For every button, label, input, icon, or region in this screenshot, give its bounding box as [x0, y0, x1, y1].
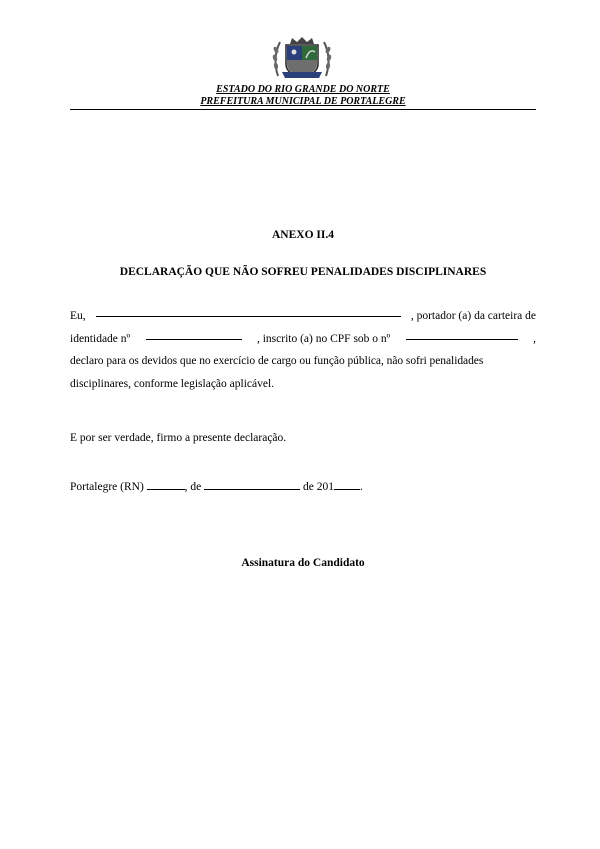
text-comma: , — [533, 332, 536, 345]
date-line — [70, 478, 363, 493]
paragraph-line-1 — [70, 305, 536, 328]
text-identidade: identidade nº — [70, 332, 131, 345]
header-state: ESTADO DO RIO GRANDE DO NORTE — [216, 84, 390, 95]
name-blank-field[interactable] — [96, 305, 401, 317]
date-de-2: de 201 — [303, 481, 334, 493]
declaration-paragraph — [70, 305, 536, 395]
day-blank-field[interactable] — [147, 478, 185, 490]
header-prefecture: PREFEITURA MUNICIPAL DE PORTALEGRE — [200, 96, 406, 107]
date-city: Portalegre (RN) — [70, 481, 144, 493]
cpf-blank-field[interactable] — [406, 328, 518, 340]
year-blank-field[interactable] — [334, 478, 360, 490]
municipal-coat-of-arms-icon — [270, 36, 334, 80]
month-blank-field[interactable] — [204, 478, 300, 490]
text-portador: , portador (a) da carteira de — [410, 310, 536, 322]
text-cpf: , inscrito (a) no CPF sob o nº — [256, 332, 391, 345]
text-eu: Eu, — [70, 310, 86, 322]
declaration-title: DECLARAÇÃO QUE NÃO SOFREU PENALIDADES DISCIPLINARES — [119, 266, 487, 278]
date-end: . — [360, 481, 363, 493]
annex-title: ANEXO II.4 — [272, 229, 334, 241]
date-de-1: , de — [184, 481, 202, 493]
paragraph-line-3: declaro para os devidos que no exercício de cargo ou função pública, não sofri penalidades — [70, 355, 484, 367]
paragraph-line-2 — [70, 328, 536, 351]
signature-label: Assinatura do Candidato — [241, 557, 365, 569]
closing-statement: E por ser verdade, firmo a presente declaração. — [70, 432, 287, 444]
id-number-blank-field[interactable] — [146, 328, 242, 340]
header-divider — [70, 109, 536, 110]
paragraph-line-4: disciplinares, conforme legislação aplicável. — [70, 377, 275, 390]
